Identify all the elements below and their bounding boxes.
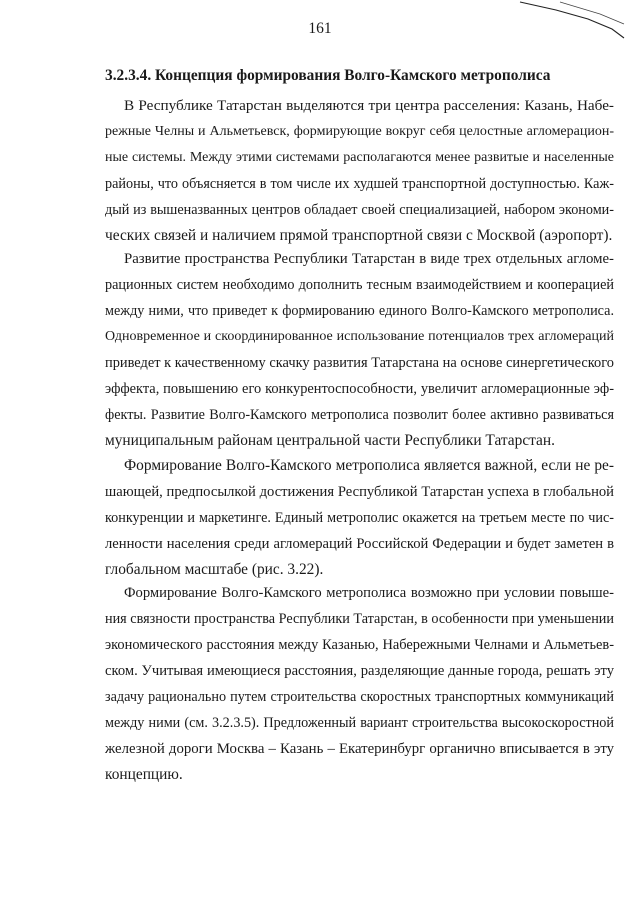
paragraph-line: Одновременное и скоординированное использование потенциалов трех агломераций (105, 329, 614, 344)
paragraph-line: экономического расстояния между Казанью, Набережными Челнами и Альметьев- (105, 637, 614, 653)
paragraph-line: режные Челны и Альметьевск, формирующие вокруг себя целостные агломерацион- (105, 124, 614, 139)
paragraph-line: эффекта, повышению его конкурентоспособности, увеличит агломерационные эф- (105, 381, 614, 397)
paragraph-line: приведет к качественному скачку развития Татарстана на основе синергетического (105, 355, 614, 371)
paragraph-line: муниципальным районам центральной части Республики Татарстан. (105, 432, 555, 449)
paragraph-line: Развитие пространства Республики Татарстан в виде трех отдельных агломе- (124, 251, 614, 267)
paragraph-line: между ними (см. 3.2.3.5). Предложенный вариант строительства высокоскоростной (105, 715, 614, 731)
paragraph-line: ные системы. Между этими системами располагаются менее развитые и населенные (105, 150, 614, 165)
paragraph-line: ском. Учитывая имеющиеся расстояния, разделяющие данные города, решать эту (105, 663, 614, 679)
paragraph-line: конкуренции и маркетинге. Единый метрополис окажется на третьем месте по чис- (105, 510, 614, 526)
paragraph-line: Формирование Волго-Камского метрополиса является важной, если не ре- (124, 457, 614, 474)
paragraph-line: Формирование Волго-Камского метрополиса возможно при условии повыше- (124, 585, 614, 601)
paragraph-line: шающей, предпосылкой достижения Республикой Татарстан успеха в глобальной (105, 484, 614, 500)
page-number: 161 (308, 20, 332, 37)
paragraph-line: концепцию. (105, 766, 183, 783)
paragraph-line: дый из вышеназванных центров обладает своей специализацией, набором экономи- (105, 202, 614, 218)
paragraph-line: глобальном масштабе (рис. 3.22). (105, 561, 324, 578)
paragraph-line: ния связности пространства Республики Татарстан, в особенности при уменьшении (105, 611, 614, 627)
paragraph-line: рационных систем необходимо дополнить тесным взаимодействием и кооперацией (105, 277, 614, 293)
paragraph-line: ленности населения среди агломераций Российской Федерации и будет заметен в (105, 536, 614, 552)
paragraph-line: районы, что объясняется в том числе их худшей транспортной доступностью. Каж- (105, 176, 614, 192)
paragraph-line: между ними, что приведет к формированию единого Волго-Камского метрополиса. (105, 303, 614, 319)
paragraph-line: В Республике Татарстан выделяются три центра расселения: Казань, Набе- (124, 97, 614, 114)
paragraph-line: задачу рационально путем строительства скоростных транспортных коммуникаций (105, 689, 614, 705)
paragraph-line: фекты. Развитие Волго-Камского метрополиса позволит более активно развиваться (105, 407, 614, 423)
section-heading: 3.2.3.4. Концепция формирования Волго-Камского метрополиса (105, 67, 551, 84)
paragraph-line: ческих связей и наличием прямой транспортной связи с Москвой (аэропорт). (105, 227, 613, 244)
paragraph-line: железной дороги Москва – Казань – Екатеринбург органично вписывается в эту (105, 741, 614, 757)
